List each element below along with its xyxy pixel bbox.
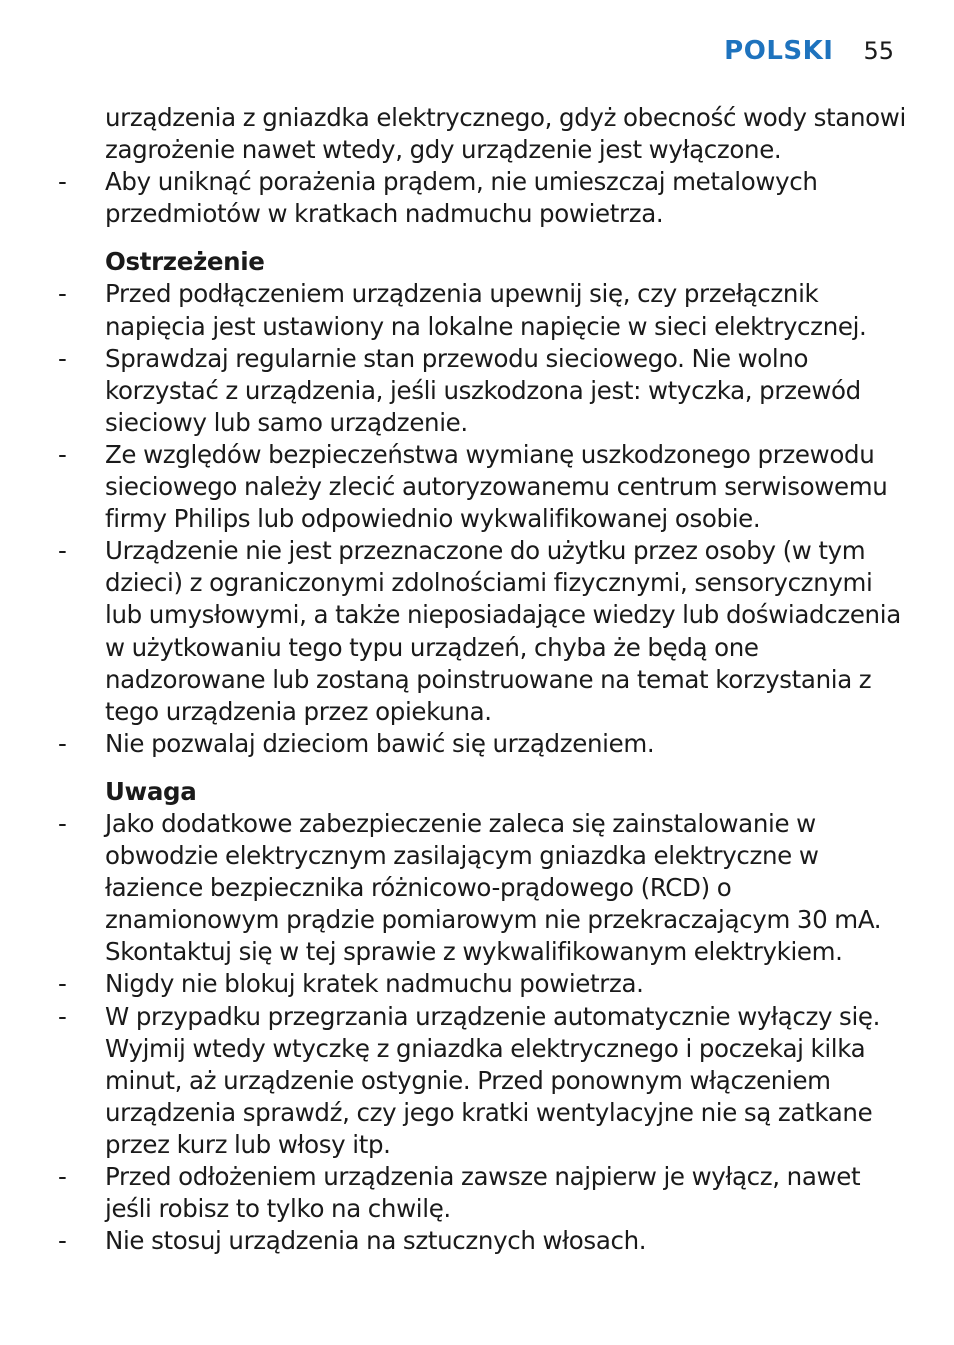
list-item (58, 166, 908, 230)
list-item-text: W przypadku przegrzania urządzenie automatycznie wyłączy się. Wyjmij wtedy wtyczkę z gniazdka elektrycznego i poczekaj kilka minut, aż urządzenie ostygnie. Przed ponownym włączeniem urządzenia sprawdź, czy jego kratki wentylacyjne nie są zatkane przez kurz lub włosy itp. (105, 1001, 881, 1159)
bullet-dash: - (58, 279, 67, 309)
page-header (724, 36, 894, 66)
section-heading-uwaga: Uwaga (105, 776, 197, 806)
bullet-dash: - (58, 167, 67, 197)
list-item-text: Aby uniknąć porażenia prądem, nie umieszczaj metalowych przedmiotów w kratkach nadmuchu powietrza. (105, 167, 818, 229)
list-item-text: Urządzenie nie jest przeznaczone do użytku przez osoby (w tym dzieci) z ograniczonymi zdolnościami fizycznymi, sensorycznymi lub umysłowymi, a także nieposiadające wiedzy lub doświadczenia w użytkowaniu tego typu urządzeń, chyba że będą one nadzorowane lub zostaną poinstruowane na temat korzystania z tego urządzenia przez opiekuna. (105, 536, 901, 726)
bullet-dash: - (58, 969, 67, 999)
list-item (58, 1161, 908, 1225)
bullet-dash: - (58, 1162, 67, 1191)
bullet-dash: - (58, 1001, 67, 1031)
bullet-dash: - (58, 728, 67, 758)
list-item-text: Sprawdzaj regularnie stan przewodu sieciowego. Nie wolno korzystać z urządzenia, jeśli uszkodzona jest: wtyczka, przewód sieciowy lub samo urządzenie. (105, 343, 861, 437)
bullet-dash: - (58, 1226, 67, 1256)
continuation-paragraph: urządzenia z gniazdka elektrycznego, gdyż obecność wody stanowi zagrożenie nawet wtedy, gdy urządzenie jest wyłączone. (105, 103, 906, 165)
page-number: 55 (863, 37, 894, 65)
document-body (58, 102, 908, 1257)
bullet-dash: - (58, 343, 67, 373)
list-item-text: Jako dodatkowe zabezpieczenie zaleca się zainstalowanie w obwodzie elektrycznym zasilającym gniazdka elektryczne w łazience bezpiecznika różnicowo-prądowego (RCD) o znamionowym prądzie pomiarowym nie przekraczającym 30 mA. Skontaktuj się w tej sprawie z wykwalifikowanym elektrykiem. (105, 808, 882, 967)
bullet-dash: - (58, 536, 67, 566)
list-item (58, 278, 908, 342)
list-item (58, 968, 908, 1000)
list-item-text: Ze względów bezpieczeństwa wymianę uszkodzonego przewodu sieciowego należy zlecić autoryzowanemu centrum serwisowemu firmy Philips lub odpowiednio wykwalifikowanej osobie. (105, 439, 888, 534)
list-item (58, 808, 908, 968)
list-item-text: Przed odłożeniem urządzenia zawsze najpierw je wyłącz, nawet jeśli robisz to tylko na chwilę. (105, 1162, 861, 1224)
list-item-text: Nie stosuj urządzenia na sztucznych włosach. (105, 1226, 647, 1256)
list-item-text: Przed podłączeniem urządzenia upewnij się, czy przełącznik napięcia jest ustawiony na lokalne napięcie w sieci elektrycznej. (105, 279, 867, 341)
bullet-dash: - (58, 439, 67, 469)
list-item (58, 1001, 908, 1161)
section-heading-ostrzezenie: Ostrzeżenie (105, 247, 265, 277)
list-item-text: Nigdy nie blokuj kratek nadmuchu powietrza. (105, 969, 644, 999)
list-item-text: Nie pozwalaj dzieciom bawić się urządzeniem. (105, 728, 655, 758)
bullet-dash: - (58, 808, 67, 838)
language-label: POLSKI (724, 36, 834, 66)
list-item (58, 1225, 908, 1257)
list-item (58, 728, 908, 760)
list-item (58, 439, 908, 535)
list-item (58, 343, 908, 439)
list-item (58, 535, 908, 728)
